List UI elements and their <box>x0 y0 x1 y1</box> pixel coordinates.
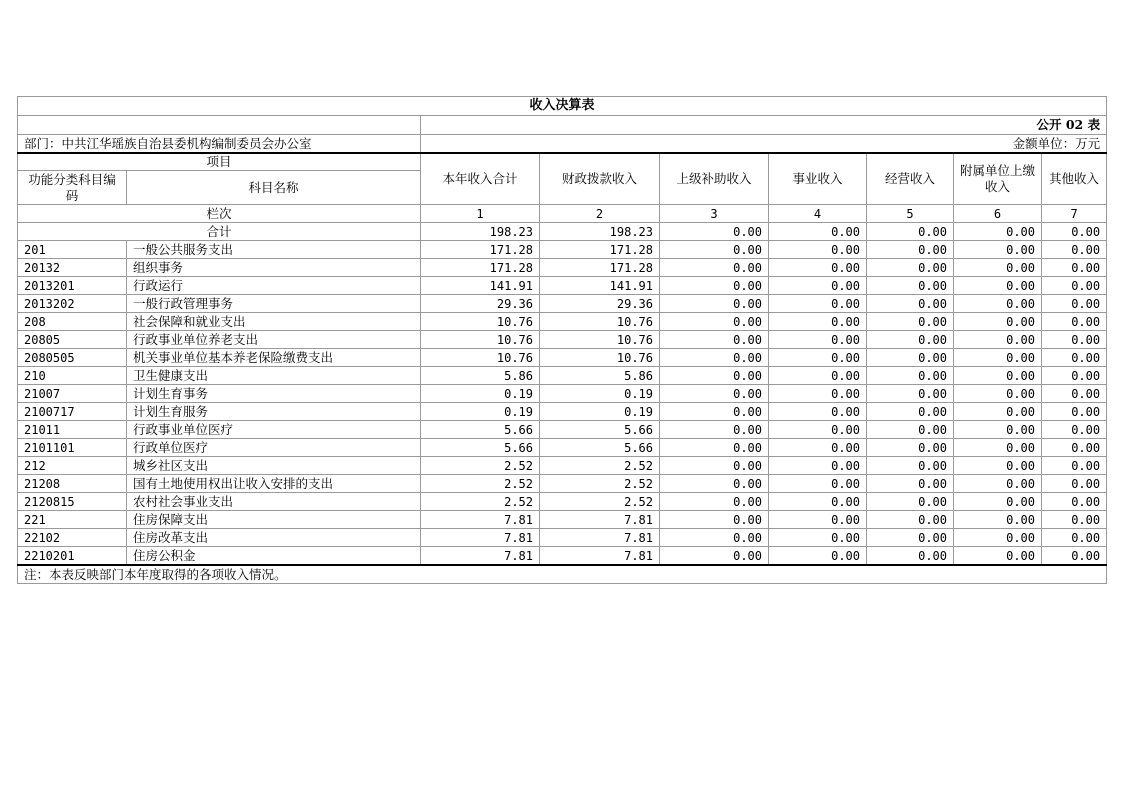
total-label: 合计 <box>18 223 421 241</box>
row-value-5: 0.00 <box>867 529 954 547</box>
row-value-4: 0.00 <box>769 421 867 439</box>
header-col-3: 上级补助收入 <box>660 153 769 205</box>
row-value-4: 0.00 <box>769 547 867 566</box>
row-value-4: 0.00 <box>769 529 867 547</box>
table-row <box>18 385 1107 403</box>
row-value-6: 0.00 <box>954 277 1042 295</box>
row-value-1: 7.81 <box>421 511 540 529</box>
row-value-6: 0.00 <box>954 439 1042 457</box>
total-value-7: 0.00 <box>1042 223 1107 241</box>
col-index-3: 3 <box>660 205 769 223</box>
total-value-6: 0.00 <box>954 223 1042 241</box>
row-value-1: 0.19 <box>421 385 540 403</box>
table-row <box>18 547 1107 566</box>
header-col-7: 其他收入 <box>1042 153 1107 205</box>
row-value-2: 5.86 <box>540 367 660 385</box>
row-value-5: 0.00 <box>867 295 954 313</box>
row-value-7: 0.00 <box>1042 403 1107 421</box>
total-row <box>18 223 1107 241</box>
row-value-1: 0.19 <box>421 403 540 421</box>
row-value-5: 0.00 <box>867 349 954 367</box>
row-value-4: 0.00 <box>769 331 867 349</box>
row-code: 2013202 <box>18 295 127 313</box>
row-value-6: 0.00 <box>954 475 1042 493</box>
row-value-3: 0.00 <box>660 439 769 457</box>
row-name: 组织事务 <box>127 259 421 277</box>
table-row <box>18 457 1107 475</box>
row-value-6: 0.00 <box>954 295 1042 313</box>
header-col-6: 附属单位上缴收入 <box>954 153 1042 205</box>
col-index-label: 栏次 <box>18 205 421 223</box>
row-value-4: 0.00 <box>769 403 867 421</box>
row-name: 机关事业单位基本养老保险缴费支出 <box>127 349 421 367</box>
col-index-6: 6 <box>954 205 1042 223</box>
income-final-accounts-document <box>17 96 1106 584</box>
row-value-7: 0.00 <box>1042 385 1107 403</box>
row-value-5: 0.00 <box>867 331 954 349</box>
row-value-4: 0.00 <box>769 349 867 367</box>
row-value-1: 2.52 <box>421 457 540 475</box>
row-name: 行政事业单位养老支出 <box>127 331 421 349</box>
row-value-7: 0.00 <box>1042 457 1107 475</box>
row-name: 行政运行 <box>127 277 421 295</box>
row-value-6: 0.00 <box>954 493 1042 511</box>
row-value-7: 0.00 <box>1042 331 1107 349</box>
row-name: 农村社会事业支出 <box>127 493 421 511</box>
row-value-7: 0.00 <box>1042 511 1107 529</box>
row-value-1: 2.52 <box>421 475 540 493</box>
row-value-5: 0.00 <box>867 493 954 511</box>
row-value-2: 2.52 <box>540 475 660 493</box>
row-value-2: 171.28 <box>540 241 660 259</box>
table-row <box>18 403 1107 421</box>
row-value-6: 0.00 <box>954 457 1042 475</box>
total-value-5: 0.00 <box>867 223 954 241</box>
row-value-5: 0.00 <box>867 313 954 331</box>
row-value-6: 0.00 <box>954 511 1042 529</box>
row-value-6: 0.00 <box>954 529 1042 547</box>
header-col-4: 事业收入 <box>769 153 867 205</box>
row-value-6: 0.00 <box>954 421 1042 439</box>
row-value-5: 0.00 <box>867 385 954 403</box>
row-code: 2013201 <box>18 277 127 295</box>
header-code: 功能分类科目编码 <box>18 171 127 205</box>
row-value-7: 0.00 <box>1042 529 1107 547</box>
table-row <box>18 421 1107 439</box>
row-name: 计划生育事务 <box>127 385 421 403</box>
row-value-2: 5.66 <box>540 421 660 439</box>
row-value-5: 0.00 <box>867 403 954 421</box>
table-row <box>18 295 1107 313</box>
row-value-3: 0.00 <box>660 421 769 439</box>
row-value-4: 0.00 <box>769 295 867 313</box>
row-code: 2101101 <box>18 439 127 457</box>
total-value-3: 0.00 <box>660 223 769 241</box>
row-value-2: 0.19 <box>540 403 660 421</box>
row-value-1: 7.81 <box>421 547 540 566</box>
row-code: 20132 <box>18 259 127 277</box>
row-value-4: 0.00 <box>769 385 867 403</box>
header-col-1: 本年收入合计 <box>421 153 540 205</box>
table-row <box>18 367 1107 385</box>
row-value-1: 171.28 <box>421 259 540 277</box>
row-value-5: 0.00 <box>867 547 954 566</box>
row-value-1: 10.76 <box>421 331 540 349</box>
row-value-5: 0.00 <box>867 421 954 439</box>
row-value-6: 0.00 <box>954 331 1042 349</box>
row-name: 行政事业单位医疗 <box>127 421 421 439</box>
row-value-5: 0.00 <box>867 367 954 385</box>
row-value-6: 0.00 <box>954 313 1042 331</box>
row-value-2: 7.81 <box>540 529 660 547</box>
row-value-3: 0.00 <box>660 349 769 367</box>
row-value-3: 0.00 <box>660 367 769 385</box>
table-row <box>18 259 1107 277</box>
row-value-1: 5.86 <box>421 367 540 385</box>
total-value-4: 0.00 <box>769 223 867 241</box>
row-value-7: 0.00 <box>1042 313 1107 331</box>
row-value-7: 0.00 <box>1042 349 1107 367</box>
row-name: 社会保障和就业支出 <box>127 313 421 331</box>
row-value-2: 2.52 <box>540 457 660 475</box>
row-name: 卫生健康支出 <box>127 367 421 385</box>
row-value-4: 0.00 <box>769 259 867 277</box>
blank-cell <box>18 116 421 135</box>
row-value-4: 0.00 <box>769 313 867 331</box>
row-value-1: 10.76 <box>421 313 540 331</box>
row-name: 城乡社区支出 <box>127 457 421 475</box>
row-value-5: 0.00 <box>867 475 954 493</box>
row-value-4: 0.00 <box>769 457 867 475</box>
row-code: 2210201 <box>18 547 127 566</box>
row-code: 22102 <box>18 529 127 547</box>
row-name: 计划生育服务 <box>127 403 421 421</box>
row-value-6: 0.00 <box>954 349 1042 367</box>
total-value-2: 198.23 <box>540 223 660 241</box>
row-value-7: 0.00 <box>1042 367 1107 385</box>
row-value-5: 0.00 <box>867 439 954 457</box>
row-value-1: 29.36 <box>421 295 540 313</box>
row-value-7: 0.00 <box>1042 421 1107 439</box>
row-value-5: 0.00 <box>867 259 954 277</box>
row-value-4: 0.00 <box>769 511 867 529</box>
row-value-6: 0.00 <box>954 259 1042 277</box>
table-row <box>18 277 1107 295</box>
row-value-3: 0.00 <box>660 529 769 547</box>
row-value-6: 0.00 <box>954 403 1042 421</box>
table-note: 注：本表反映部门本年度取得的各项收入情况。 <box>18 565 1107 584</box>
row-code: 208 <box>18 313 127 331</box>
row-value-1: 5.66 <box>421 439 540 457</box>
row-value-5: 0.00 <box>867 457 954 475</box>
table-row <box>18 313 1107 331</box>
row-value-4: 0.00 <box>769 493 867 511</box>
row-code: 210 <box>18 367 127 385</box>
row-value-1: 2.52 <box>421 493 540 511</box>
row-value-4: 0.00 <box>769 277 867 295</box>
row-value-3: 0.00 <box>660 547 769 566</box>
row-value-3: 0.00 <box>660 403 769 421</box>
row-code: 21208 <box>18 475 127 493</box>
header-col-5: 经营收入 <box>867 153 954 205</box>
row-value-4: 0.00 <box>769 241 867 259</box>
row-value-2: 141.91 <box>540 277 660 295</box>
row-code: 21007 <box>18 385 127 403</box>
row-value-7: 0.00 <box>1042 259 1107 277</box>
table-title: 收入决算表 <box>18 97 1107 116</box>
row-name: 一般行政管理事务 <box>127 295 421 313</box>
row-value-3: 0.00 <box>660 475 769 493</box>
row-value-3: 0.00 <box>660 259 769 277</box>
row-value-2: 171.28 <box>540 259 660 277</box>
row-value-7: 0.00 <box>1042 277 1107 295</box>
row-value-4: 0.00 <box>769 475 867 493</box>
row-value-7: 0.00 <box>1042 295 1107 313</box>
col-index-5: 5 <box>867 205 954 223</box>
row-value-6: 0.00 <box>954 367 1042 385</box>
row-value-3: 0.00 <box>660 241 769 259</box>
col-index-7: 7 <box>1042 205 1107 223</box>
row-value-2: 2.52 <box>540 493 660 511</box>
row-value-3: 0.00 <box>660 457 769 475</box>
table-number: 公开 02 表 <box>421 116 1107 135</box>
row-value-4: 0.00 <box>769 439 867 457</box>
row-value-6: 0.00 <box>954 547 1042 566</box>
row-value-7: 0.00 <box>1042 547 1107 566</box>
row-value-3: 0.00 <box>660 331 769 349</box>
table-row <box>18 529 1107 547</box>
table-row <box>18 331 1107 349</box>
row-value-2: 5.66 <box>540 439 660 457</box>
row-code: 21011 <box>18 421 127 439</box>
row-code: 20805 <box>18 331 127 349</box>
row-value-7: 0.00 <box>1042 475 1107 493</box>
row-value-3: 0.00 <box>660 511 769 529</box>
row-value-1: 5.66 <box>421 421 540 439</box>
row-name: 住房公积金 <box>127 547 421 566</box>
header-item: 项目 <box>18 153 421 171</box>
row-code: 201 <box>18 241 127 259</box>
row-value-1: 141.91 <box>421 277 540 295</box>
row-value-7: 0.00 <box>1042 493 1107 511</box>
table-row <box>18 241 1107 259</box>
col-index-2: 2 <box>540 205 660 223</box>
income-table <box>17 96 1107 584</box>
row-name: 住房保障支出 <box>127 511 421 529</box>
total-value-1: 198.23 <box>421 223 540 241</box>
row-value-2: 7.81 <box>540 547 660 566</box>
row-code: 2080505 <box>18 349 127 367</box>
row-value-3: 0.00 <box>660 385 769 403</box>
row-value-1: 10.76 <box>421 349 540 367</box>
row-value-2: 29.36 <box>540 295 660 313</box>
row-value-7: 0.00 <box>1042 241 1107 259</box>
table-row <box>18 493 1107 511</box>
row-value-1: 7.81 <box>421 529 540 547</box>
table-row <box>18 511 1107 529</box>
row-value-2: 10.76 <box>540 313 660 331</box>
row-name: 住房改革支出 <box>127 529 421 547</box>
row-value-4: 0.00 <box>769 367 867 385</box>
row-value-3: 0.00 <box>660 295 769 313</box>
row-value-3: 0.00 <box>660 493 769 511</box>
table-row <box>18 349 1107 367</box>
row-code: 221 <box>18 511 127 529</box>
department-label: 部门：中共江华瑶族自治县委机构编制委员会办公室 <box>18 135 421 154</box>
row-code: 2120815 <box>18 493 127 511</box>
row-value-6: 0.00 <box>954 385 1042 403</box>
unit-label: 金额单位：万元 <box>421 135 1107 154</box>
row-value-3: 0.00 <box>660 277 769 295</box>
row-value-2: 0.19 <box>540 385 660 403</box>
row-name: 行政单位医疗 <box>127 439 421 457</box>
row-value-2: 7.81 <box>540 511 660 529</box>
row-value-2: 10.76 <box>540 349 660 367</box>
row-code: 2100717 <box>18 403 127 421</box>
row-name: 国有土地使用权出让收入安排的支出 <box>127 475 421 493</box>
row-code: 212 <box>18 457 127 475</box>
row-value-7: 0.00 <box>1042 439 1107 457</box>
table-row <box>18 439 1107 457</box>
row-value-1: 171.28 <box>421 241 540 259</box>
row-value-5: 0.00 <box>867 277 954 295</box>
col-index-1: 1 <box>421 205 540 223</box>
col-index-4: 4 <box>769 205 867 223</box>
row-value-2: 10.76 <box>540 331 660 349</box>
header-col-2: 财政拨款收入 <box>540 153 660 205</box>
row-value-5: 0.00 <box>867 511 954 529</box>
row-value-3: 0.00 <box>660 313 769 331</box>
table-row <box>18 475 1107 493</box>
row-value-6: 0.00 <box>954 241 1042 259</box>
row-name: 一般公共服务支出 <box>127 241 421 259</box>
header-name: 科目名称 <box>127 171 421 205</box>
row-value-5: 0.00 <box>867 241 954 259</box>
